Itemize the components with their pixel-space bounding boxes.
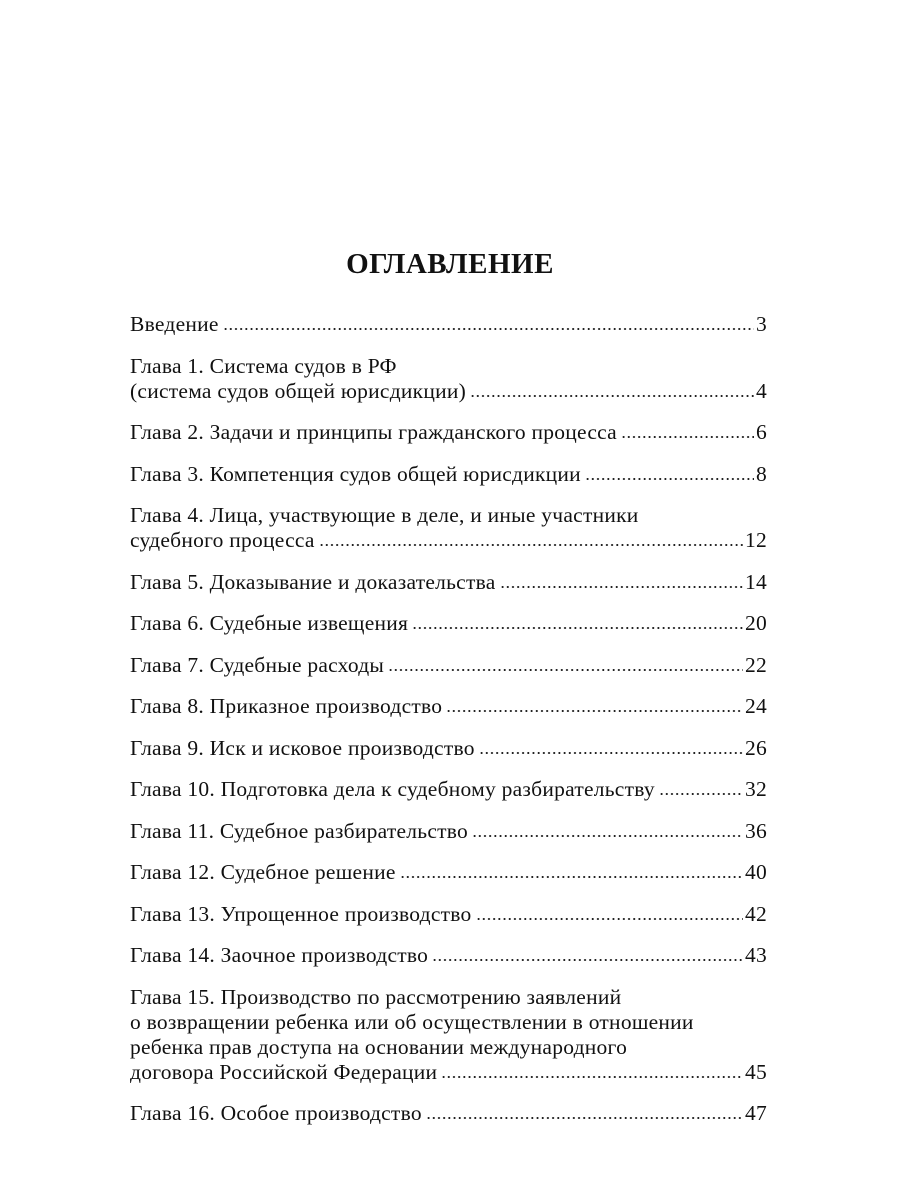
toc-page-number: 20 — [745, 611, 767, 635]
toc-entry[interactable] — [130, 819, 767, 844]
toc-page-number: 40 — [745, 860, 767, 884]
toc-entry-title: Глава 9. Иск и исковое производство — [130, 735, 475, 760]
toc-entry-title: Глава 16. Особое производство — [130, 1101, 422, 1125]
toc-entry-title: Введение — [130, 312, 219, 336]
toc-entry-last-line — [130, 1060, 767, 1085]
toc-page-number: 6 — [756, 420, 767, 444]
toc-entry-title: Глава 15. Производство по рассмотрению заявлений — [130, 984, 622, 1009]
dot-leader — [479, 751, 743, 755]
toc-entry-title: Глава 8. Приказное производство — [130, 694, 443, 718]
toc-entry-last-line — [130, 611, 767, 636]
toc-page-number: 24 — [745, 694, 767, 718]
toc-entry-last-line — [130, 312, 767, 337]
toc-entry-last-line — [130, 653, 767, 678]
dot-leader — [441, 1075, 743, 1079]
page-title: ОГЛАВЛЕНИЕ — [346, 248, 554, 280]
toc-entry-title: договора Российской Федерации — [130, 1059, 438, 1084]
toc-entry[interactable] — [130, 570, 767, 595]
toc-entry[interactable] — [130, 354, 767, 404]
toc-entry[interactable] — [130, 902, 767, 927]
toc-entry[interactable] — [130, 462, 767, 487]
toc-entry[interactable] — [130, 312, 767, 337]
toc-entry-line — [130, 985, 767, 1010]
table-of-contents — [130, 312, 767, 1143]
toc-page-number: 8 — [756, 461, 767, 486]
toc-entry[interactable] — [130, 860, 767, 885]
toc-entry-title: Глава 11. Судебное разбирательство — [130, 818, 469, 843]
toc-entry-last-line — [130, 528, 767, 553]
toc-entry-title: Глава 4. Лица, участвующие в деле, и иные участники — [130, 503, 639, 527]
toc-entry-last-line — [130, 902, 767, 927]
dot-leader — [500, 585, 743, 589]
dot-leader — [223, 327, 754, 331]
dot-leader — [426, 1116, 743, 1120]
toc-entry-title: Глава 6. Судебные извещения — [130, 611, 409, 635]
toc-entry-last-line — [130, 1101, 767, 1126]
toc-page-number: 4 — [756, 378, 767, 403]
toc-entry-last-line — [130, 736, 767, 761]
toc-page-number: 42 — [745, 901, 767, 926]
dot-leader — [446, 709, 743, 713]
toc-entry[interactable] — [130, 985, 767, 1085]
toc-entry[interactable] — [130, 1101, 767, 1126]
toc-page-number: 47 — [745, 1101, 767, 1125]
dot-leader — [472, 834, 743, 838]
toc-page-number: 14 — [745, 569, 767, 594]
toc-entry[interactable] — [130, 777, 767, 802]
toc-page-number: 3 — [756, 312, 767, 336]
toc-entry[interactable] — [130, 611, 767, 636]
toc-entry-line — [130, 354, 767, 379]
toc-page-number: 12 — [745, 528, 767, 552]
toc-page-number: 22 — [745, 652, 767, 677]
dot-leader — [388, 668, 743, 672]
dot-leader — [412, 626, 743, 630]
toc-page-number: 36 — [745, 818, 767, 843]
dot-leader — [319, 543, 743, 547]
toc-entry-title: Глава 14. Заочное производство — [130, 943, 429, 967]
toc-page-number: 32 — [745, 777, 767, 801]
toc-entry[interactable] — [130, 736, 767, 761]
toc-entry-last-line — [130, 943, 767, 968]
dot-leader — [621, 435, 754, 439]
toc-entry[interactable] — [130, 653, 767, 678]
toc-page-number: 43 — [745, 943, 767, 967]
toc-entry-title: о возвращении ребенка или об осуществлении в отношении — [130, 1009, 694, 1034]
toc-entry-title: Глава 3. Компетенция судов общей юрисдикции — [130, 461, 581, 486]
toc-entry-title: Глава 7. Судебные расходы — [130, 652, 385, 677]
toc-entry-last-line — [130, 694, 767, 719]
toc-entry-title: Глава 10. Подготовка дела к судебному разбирательству — [130, 777, 655, 801]
toc-entry-last-line — [130, 570, 767, 595]
toc-entry-title: Глава 2. Задачи и принципы гражданского процесса — [130, 420, 617, 444]
dot-leader — [432, 958, 743, 962]
toc-entry-title: (система судов общей юрисдикции) — [130, 378, 467, 403]
dot-leader — [470, 394, 754, 398]
toc-entry[interactable] — [130, 420, 767, 445]
dot-leader — [476, 917, 743, 921]
toc-page-number: 26 — [745, 735, 767, 760]
toc-entry-line — [130, 503, 767, 528]
toc-entry-last-line — [130, 379, 767, 404]
toc-entry[interactable] — [130, 694, 767, 719]
toc-entry-last-line — [130, 777, 767, 802]
dot-leader — [400, 875, 743, 879]
toc-entry-last-line — [130, 860, 767, 885]
toc-entry-title: судебного процесса — [130, 528, 315, 552]
toc-entry-title: Глава 5. Доказывание и доказательства — [130, 569, 496, 594]
toc-entry[interactable] — [130, 503, 767, 553]
toc-entry-title: Глава 1. Система судов в РФ — [130, 353, 397, 378]
toc-entry-title: Глава 13. Упрощенное производство — [130, 901, 472, 926]
toc-entry-last-line — [130, 462, 767, 487]
toc-page-number: 45 — [745, 1059, 767, 1084]
toc-entry[interactable] — [130, 943, 767, 968]
dot-leader — [659, 792, 743, 796]
toc-entry-line — [130, 1035, 767, 1060]
toc-entry-title: ребенка прав доступа на основании международного — [130, 1034, 628, 1059]
toc-entry-last-line — [130, 819, 767, 844]
dot-leader — [585, 477, 754, 481]
toc-entry-title: Глава 12. Судебное решение — [130, 860, 396, 884]
toc-entry-last-line — [130, 420, 767, 445]
toc-entry-line — [130, 1010, 767, 1035]
